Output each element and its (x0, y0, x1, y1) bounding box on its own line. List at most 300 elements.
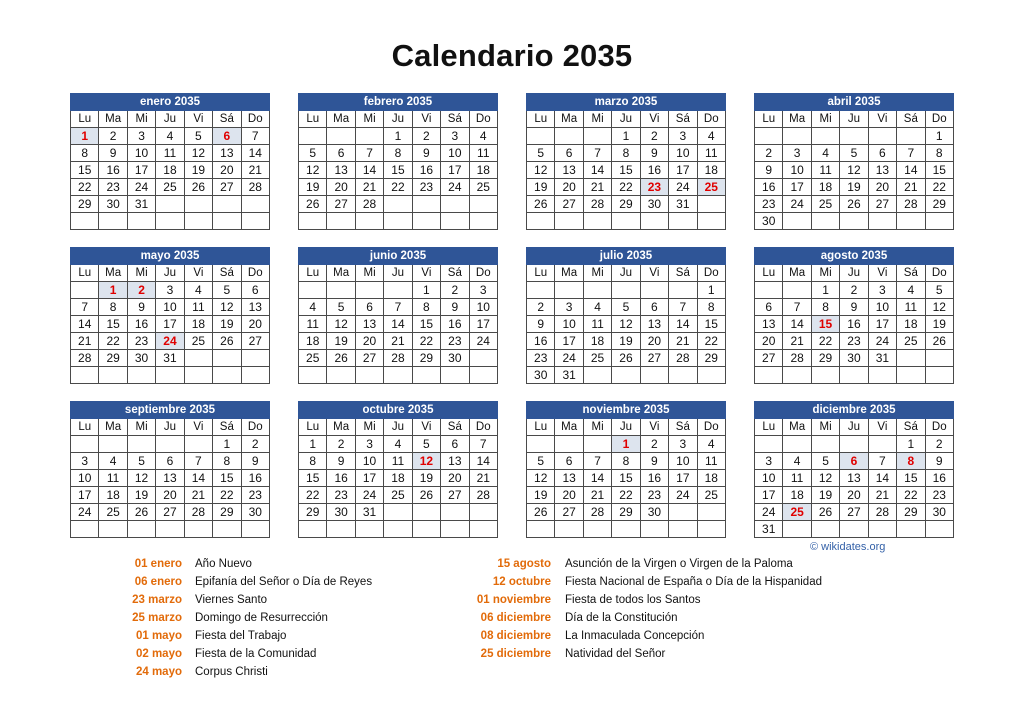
day-cell[interactable]: 29 (925, 196, 953, 213)
day-cell[interactable]: 21 (71, 333, 99, 350)
day-cell[interactable]: 23 (327, 487, 355, 504)
day-cell[interactable]: 26 (840, 196, 868, 213)
day-cell[interactable]: 23 (925, 487, 953, 504)
day-cell[interactable]: 13 (755, 316, 783, 333)
day-cell[interactable]: 22 (811, 333, 839, 350)
holiday-day-cell[interactable]: 24 (156, 333, 184, 350)
day-cell[interactable]: 26 (299, 196, 327, 213)
day-cell[interactable]: 4 (697, 128, 725, 145)
day-cell[interactable]: 20 (355, 333, 383, 350)
day-cell[interactable]: 16 (127, 316, 155, 333)
day-cell[interactable]: 28 (669, 350, 697, 367)
day-cell[interactable]: 12 (811, 470, 839, 487)
day-cell[interactable]: 21 (583, 179, 611, 196)
day-cell[interactable]: 12 (299, 162, 327, 179)
day-cell[interactable]: 10 (441, 145, 469, 162)
day-cell[interactable]: 20 (327, 179, 355, 196)
day-cell[interactable]: 15 (612, 470, 640, 487)
day-cell[interactable]: 15 (412, 316, 440, 333)
day-cell[interactable]: 26 (127, 504, 155, 521)
day-cell[interactable]: 12 (527, 470, 555, 487)
day-cell[interactable]: 22 (99, 333, 127, 350)
day-cell[interactable]: 23 (99, 179, 127, 196)
day-cell[interactable]: 25 (583, 350, 611, 367)
day-cell[interactable]: 6 (755, 299, 783, 316)
day-cell[interactable]: 26 (925, 333, 953, 350)
day-cell[interactable]: 16 (755, 179, 783, 196)
day-cell[interactable]: 5 (811, 453, 839, 470)
day-cell[interactable]: 2 (327, 436, 355, 453)
day-cell[interactable]: 29 (213, 504, 241, 521)
day-cell[interactable]: 4 (299, 299, 327, 316)
day-cell[interactable]: 23 (755, 196, 783, 213)
day-cell[interactable]: 8 (412, 299, 440, 316)
day-cell[interactable]: 24 (555, 350, 583, 367)
day-cell[interactable]: 26 (412, 487, 440, 504)
day-cell[interactable]: 27 (327, 196, 355, 213)
day-cell[interactable]: 25 (897, 333, 925, 350)
day-cell[interactable]: 2 (640, 436, 668, 453)
day-cell[interactable]: 31 (555, 367, 583, 384)
day-cell[interactable]: 28 (583, 196, 611, 213)
day-cell[interactable]: 2 (925, 436, 953, 453)
holiday-day-cell[interactable]: 15 (811, 316, 839, 333)
day-cell[interactable]: 3 (783, 145, 811, 162)
holiday-day-cell[interactable]: 1 (99, 282, 127, 299)
day-cell[interactable]: 31 (669, 196, 697, 213)
day-cell[interactable]: 30 (241, 504, 269, 521)
day-cell[interactable]: 21 (669, 333, 697, 350)
day-cell[interactable]: 23 (127, 333, 155, 350)
day-cell[interactable]: 23 (441, 333, 469, 350)
day-cell[interactable]: 17 (669, 470, 697, 487)
day-cell[interactable]: 21 (897, 179, 925, 196)
day-cell[interactable]: 21 (241, 162, 269, 179)
day-cell[interactable]: 26 (327, 350, 355, 367)
day-cell[interactable]: 25 (384, 487, 412, 504)
day-cell[interactable]: 5 (213, 282, 241, 299)
day-cell[interactable]: 10 (127, 145, 155, 162)
day-cell[interactable]: 13 (868, 162, 896, 179)
day-cell[interactable]: 29 (897, 504, 925, 521)
day-cell[interactable]: 7 (897, 145, 925, 162)
day-cell[interactable]: 22 (925, 179, 953, 196)
day-cell[interactable]: 5 (840, 145, 868, 162)
day-cell[interactable]: 3 (156, 282, 184, 299)
day-cell[interactable]: 21 (184, 487, 212, 504)
day-cell[interactable]: 11 (811, 162, 839, 179)
day-cell[interactable]: 18 (897, 316, 925, 333)
day-cell[interactable]: 15 (99, 316, 127, 333)
day-cell[interactable]: 1 (299, 436, 327, 453)
day-cell[interactable]: 6 (327, 145, 355, 162)
day-cell[interactable]: 9 (640, 145, 668, 162)
day-cell[interactable]: 3 (469, 282, 497, 299)
day-cell[interactable]: 3 (71, 453, 99, 470)
day-cell[interactable]: 9 (327, 453, 355, 470)
day-cell[interactable]: 9 (99, 145, 127, 162)
day-cell[interactable]: 4 (897, 282, 925, 299)
day-cell[interactable]: 18 (156, 162, 184, 179)
day-cell[interactable]: 24 (868, 333, 896, 350)
day-cell[interactable]: 22 (71, 179, 99, 196)
day-cell[interactable]: 18 (783, 487, 811, 504)
day-cell[interactable]: 27 (213, 179, 241, 196)
day-cell[interactable]: 27 (840, 504, 868, 521)
day-cell[interactable]: 11 (99, 470, 127, 487)
day-cell[interactable]: 14 (868, 470, 896, 487)
day-cell[interactable]: 10 (355, 453, 383, 470)
day-cell[interactable]: 20 (840, 487, 868, 504)
day-cell[interactable]: 7 (355, 145, 383, 162)
day-cell[interactable]: 19 (527, 179, 555, 196)
day-cell[interactable]: 21 (469, 470, 497, 487)
day-cell[interactable]: 19 (299, 179, 327, 196)
day-cell[interactable]: 24 (441, 179, 469, 196)
day-cell[interactable]: 10 (783, 162, 811, 179)
day-cell[interactable]: 21 (384, 333, 412, 350)
day-cell[interactable]: 19 (527, 487, 555, 504)
day-cell[interactable]: 30 (441, 350, 469, 367)
day-cell[interactable]: 18 (184, 316, 212, 333)
day-cell[interactable]: 9 (241, 453, 269, 470)
day-cell[interactable]: 2 (412, 128, 440, 145)
day-cell[interactable]: 26 (213, 333, 241, 350)
day-cell[interactable]: 17 (441, 162, 469, 179)
day-cell[interactable]: 13 (156, 470, 184, 487)
day-cell[interactable]: 6 (441, 436, 469, 453)
day-cell[interactable]: 16 (412, 162, 440, 179)
day-cell[interactable]: 5 (412, 436, 440, 453)
day-cell[interactable]: 17 (755, 487, 783, 504)
day-cell[interactable]: 25 (697, 487, 725, 504)
day-cell[interactable]: 27 (241, 333, 269, 350)
holiday-day-cell[interactable]: 1 (612, 436, 640, 453)
day-cell[interactable]: 22 (299, 487, 327, 504)
day-cell[interactable]: 4 (697, 436, 725, 453)
day-cell[interactable]: 17 (783, 179, 811, 196)
day-cell[interactable]: 22 (384, 179, 412, 196)
day-cell[interactable]: 29 (612, 504, 640, 521)
day-cell[interactable]: 6 (640, 299, 668, 316)
day-cell[interactable]: 28 (868, 504, 896, 521)
credit-link[interactable]: © wikidates.org (810, 541, 886, 553)
day-cell[interactable]: 3 (355, 436, 383, 453)
day-cell[interactable]: 19 (612, 333, 640, 350)
day-cell[interactable]: 23 (241, 487, 269, 504)
day-cell[interactable]: 5 (527, 145, 555, 162)
day-cell[interactable]: 11 (583, 316, 611, 333)
day-cell[interactable]: 28 (583, 504, 611, 521)
day-cell[interactable]: 30 (327, 504, 355, 521)
day-cell[interactable]: 8 (612, 453, 640, 470)
day-cell[interactable]: 28 (184, 504, 212, 521)
day-cell[interactable]: 2 (99, 128, 127, 145)
day-cell[interactable]: 6 (156, 453, 184, 470)
day-cell[interactable]: 13 (640, 316, 668, 333)
day-cell[interactable]: 28 (897, 196, 925, 213)
day-cell[interactable]: 26 (527, 504, 555, 521)
day-cell[interactable]: 3 (669, 436, 697, 453)
day-cell[interactable]: 12 (184, 145, 212, 162)
day-cell[interactable]: 11 (783, 470, 811, 487)
holiday-day-cell[interactable]: 1 (71, 128, 99, 145)
day-cell[interactable]: 23 (840, 333, 868, 350)
day-cell[interactable]: 18 (697, 470, 725, 487)
day-cell[interactable]: 29 (71, 196, 99, 213)
day-cell[interactable]: 8 (925, 145, 953, 162)
day-cell[interactable]: 2 (640, 128, 668, 145)
day-cell[interactable]: 29 (811, 350, 839, 367)
day-cell[interactable]: 7 (583, 145, 611, 162)
day-cell[interactable]: 8 (213, 453, 241, 470)
day-cell[interactable]: 1 (412, 282, 440, 299)
day-cell[interactable]: 12 (925, 299, 953, 316)
day-cell[interactable]: 24 (669, 487, 697, 504)
day-cell[interactable]: 1 (697, 282, 725, 299)
day-cell[interactable]: 15 (697, 316, 725, 333)
day-cell[interactable]: 21 (868, 487, 896, 504)
day-cell[interactable]: 8 (71, 145, 99, 162)
day-cell[interactable]: 22 (612, 179, 640, 196)
day-cell[interactable]: 8 (299, 453, 327, 470)
day-cell[interactable]: 13 (355, 316, 383, 333)
day-cell[interactable]: 13 (241, 299, 269, 316)
day-cell[interactable]: 17 (469, 316, 497, 333)
day-cell[interactable]: 27 (755, 350, 783, 367)
day-cell[interactable]: 12 (213, 299, 241, 316)
day-cell[interactable]: 29 (697, 350, 725, 367)
day-cell[interactable]: 18 (384, 470, 412, 487)
day-cell[interactable]: 3 (127, 128, 155, 145)
day-cell[interactable]: 14 (469, 453, 497, 470)
day-cell[interactable]: 3 (755, 453, 783, 470)
day-cell[interactable]: 29 (99, 350, 127, 367)
day-cell[interactable]: 14 (583, 162, 611, 179)
day-cell[interactable]: 22 (697, 333, 725, 350)
day-cell[interactable]: 7 (783, 299, 811, 316)
day-cell[interactable]: 7 (868, 453, 896, 470)
day-cell[interactable]: 3 (669, 128, 697, 145)
day-cell[interactable]: 28 (783, 350, 811, 367)
day-cell[interactable]: 23 (527, 350, 555, 367)
day-cell[interactable]: 17 (555, 333, 583, 350)
day-cell[interactable]: 24 (355, 487, 383, 504)
day-cell[interactable]: 10 (669, 145, 697, 162)
holiday-day-cell[interactable]: 8 (897, 453, 925, 470)
day-cell[interactable]: 25 (99, 504, 127, 521)
day-cell[interactable]: 3 (441, 128, 469, 145)
day-cell[interactable]: 5 (299, 145, 327, 162)
day-cell[interactable]: 17 (127, 162, 155, 179)
day-cell[interactable]: 11 (469, 145, 497, 162)
day-cell[interactable]: 4 (783, 453, 811, 470)
day-cell[interactable]: 16 (925, 470, 953, 487)
day-cell[interactable]: 11 (697, 453, 725, 470)
day-cell[interactable]: 24 (71, 504, 99, 521)
day-cell[interactable]: 17 (156, 316, 184, 333)
day-cell[interactable]: 14 (184, 470, 212, 487)
day-cell[interactable]: 16 (327, 470, 355, 487)
day-cell[interactable]: 15 (299, 470, 327, 487)
day-cell[interactable]: 20 (555, 179, 583, 196)
day-cell[interactable]: 26 (527, 196, 555, 213)
day-cell[interactable]: 20 (640, 333, 668, 350)
day-cell[interactable]: 11 (184, 299, 212, 316)
day-cell[interactable]: 19 (184, 162, 212, 179)
holiday-day-cell[interactable]: 12 (412, 453, 440, 470)
day-cell[interactable]: 27 (441, 487, 469, 504)
day-cell[interactable]: 29 (299, 504, 327, 521)
day-cell[interactable]: 27 (355, 350, 383, 367)
day-cell[interactable]: 2 (527, 299, 555, 316)
day-cell[interactable]: 20 (868, 179, 896, 196)
day-cell[interactable]: 24 (127, 179, 155, 196)
day-cell[interactable]: 1 (612, 128, 640, 145)
day-cell[interactable]: 19 (925, 316, 953, 333)
day-cell[interactable]: 3 (555, 299, 583, 316)
day-cell[interactable]: 16 (840, 316, 868, 333)
day-cell[interactable]: 5 (327, 299, 355, 316)
day-cell[interactable]: 29 (412, 350, 440, 367)
day-cell[interactable]: 4 (384, 436, 412, 453)
day-cell[interactable]: 4 (811, 145, 839, 162)
day-cell[interactable]: 12 (327, 316, 355, 333)
day-cell[interactable]: 19 (327, 333, 355, 350)
day-cell[interactable]: 26 (811, 504, 839, 521)
day-cell[interactable]: 20 (241, 316, 269, 333)
day-cell[interactable]: 20 (156, 487, 184, 504)
day-cell[interactable]: 1 (897, 436, 925, 453)
day-cell[interactable]: 17 (868, 316, 896, 333)
day-cell[interactable]: 31 (127, 196, 155, 213)
day-cell[interactable]: 16 (640, 470, 668, 487)
day-cell[interactable]: 30 (640, 504, 668, 521)
day-cell[interactable]: 19 (840, 179, 868, 196)
day-cell[interactable]: 9 (640, 453, 668, 470)
day-cell[interactable]: 25 (299, 350, 327, 367)
day-cell[interactable]: 15 (897, 470, 925, 487)
holiday-day-cell[interactable]: 2 (127, 282, 155, 299)
day-cell[interactable]: 27 (868, 196, 896, 213)
day-cell[interactable]: 20 (555, 487, 583, 504)
day-cell[interactable]: 21 (355, 179, 383, 196)
day-cell[interactable]: 24 (469, 333, 497, 350)
day-cell[interactable]: 30 (527, 367, 555, 384)
day-cell[interactable]: 8 (384, 145, 412, 162)
day-cell[interactable]: 18 (583, 333, 611, 350)
day-cell[interactable]: 9 (127, 299, 155, 316)
day-cell[interactable]: 4 (469, 128, 497, 145)
day-cell[interactable]: 11 (384, 453, 412, 470)
day-cell[interactable]: 29 (612, 196, 640, 213)
day-cell[interactable]: 7 (384, 299, 412, 316)
day-cell[interactable]: 14 (583, 470, 611, 487)
day-cell[interactable]: 18 (811, 179, 839, 196)
day-cell[interactable]: 12 (612, 316, 640, 333)
day-cell[interactable]: 1 (811, 282, 839, 299)
day-cell[interactable]: 6 (555, 453, 583, 470)
day-cell[interactable]: 6 (555, 145, 583, 162)
day-cell[interactable]: 27 (555, 504, 583, 521)
day-cell[interactable]: 16 (241, 470, 269, 487)
holiday-day-cell[interactable]: 6 (840, 453, 868, 470)
day-cell[interactable]: 13 (213, 145, 241, 162)
day-cell[interactable]: 26 (612, 350, 640, 367)
day-cell[interactable]: 15 (71, 162, 99, 179)
day-cell[interactable]: 19 (127, 487, 155, 504)
day-cell[interactable]: 10 (755, 470, 783, 487)
day-cell[interactable]: 12 (840, 162, 868, 179)
day-cell[interactable]: 6 (355, 299, 383, 316)
day-cell[interactable]: 5 (184, 128, 212, 145)
day-cell[interactable]: 24 (669, 179, 697, 196)
day-cell[interactable]: 9 (527, 316, 555, 333)
day-cell[interactable]: 16 (640, 162, 668, 179)
day-cell[interactable]: 17 (71, 487, 99, 504)
day-cell[interactable]: 18 (469, 162, 497, 179)
day-cell[interactable]: 19 (811, 487, 839, 504)
day-cell[interactable]: 8 (697, 299, 725, 316)
day-cell[interactable]: 4 (184, 282, 212, 299)
day-cell[interactable]: 9 (441, 299, 469, 316)
day-cell[interactable]: 4 (156, 128, 184, 145)
day-cell[interactable]: 14 (355, 162, 383, 179)
day-cell[interactable]: 1 (384, 128, 412, 145)
day-cell[interactable]: 20 (441, 470, 469, 487)
day-cell[interactable]: 31 (355, 504, 383, 521)
day-cell[interactable]: 31 (868, 350, 896, 367)
day-cell[interactable]: 18 (697, 162, 725, 179)
day-cell[interactable]: 5 (527, 453, 555, 470)
day-cell[interactable]: 25 (184, 333, 212, 350)
day-cell[interactable]: 27 (156, 504, 184, 521)
day-cell[interactable]: 25 (811, 196, 839, 213)
day-cell[interactable]: 21 (583, 487, 611, 504)
day-cell[interactable]: 14 (384, 316, 412, 333)
day-cell[interactable]: 9 (925, 453, 953, 470)
day-cell[interactable]: 11 (299, 316, 327, 333)
day-cell[interactable]: 14 (897, 162, 925, 179)
day-cell[interactable]: 17 (355, 470, 383, 487)
day-cell[interactable]: 22 (412, 333, 440, 350)
day-cell[interactable]: 23 (412, 179, 440, 196)
day-cell[interactable]: 16 (527, 333, 555, 350)
day-cell[interactable]: 14 (783, 316, 811, 333)
day-cell[interactable]: 14 (669, 316, 697, 333)
day-cell[interactable]: 8 (99, 299, 127, 316)
day-cell[interactable]: 13 (327, 162, 355, 179)
day-cell[interactable]: 20 (213, 162, 241, 179)
day-cell[interactable]: 23 (640, 487, 668, 504)
day-cell[interactable]: 22 (897, 487, 925, 504)
day-cell[interactable]: 22 (612, 487, 640, 504)
day-cell[interactable]: 25 (156, 179, 184, 196)
day-cell[interactable]: 28 (241, 179, 269, 196)
day-cell[interactable]: 10 (669, 453, 697, 470)
day-cell[interactable]: 28 (469, 487, 497, 504)
day-cell[interactable]: 10 (469, 299, 497, 316)
day-cell[interactable]: 10 (71, 470, 99, 487)
day-cell[interactable]: 14 (241, 145, 269, 162)
holiday-day-cell[interactable]: 25 (783, 504, 811, 521)
day-cell[interactable]: 7 (583, 453, 611, 470)
day-cell[interactable]: 7 (469, 436, 497, 453)
day-cell[interactable]: 5 (127, 453, 155, 470)
day-cell[interactable]: 17 (669, 162, 697, 179)
holiday-day-cell[interactable]: 6 (213, 128, 241, 145)
day-cell[interactable]: 3 (868, 282, 896, 299)
